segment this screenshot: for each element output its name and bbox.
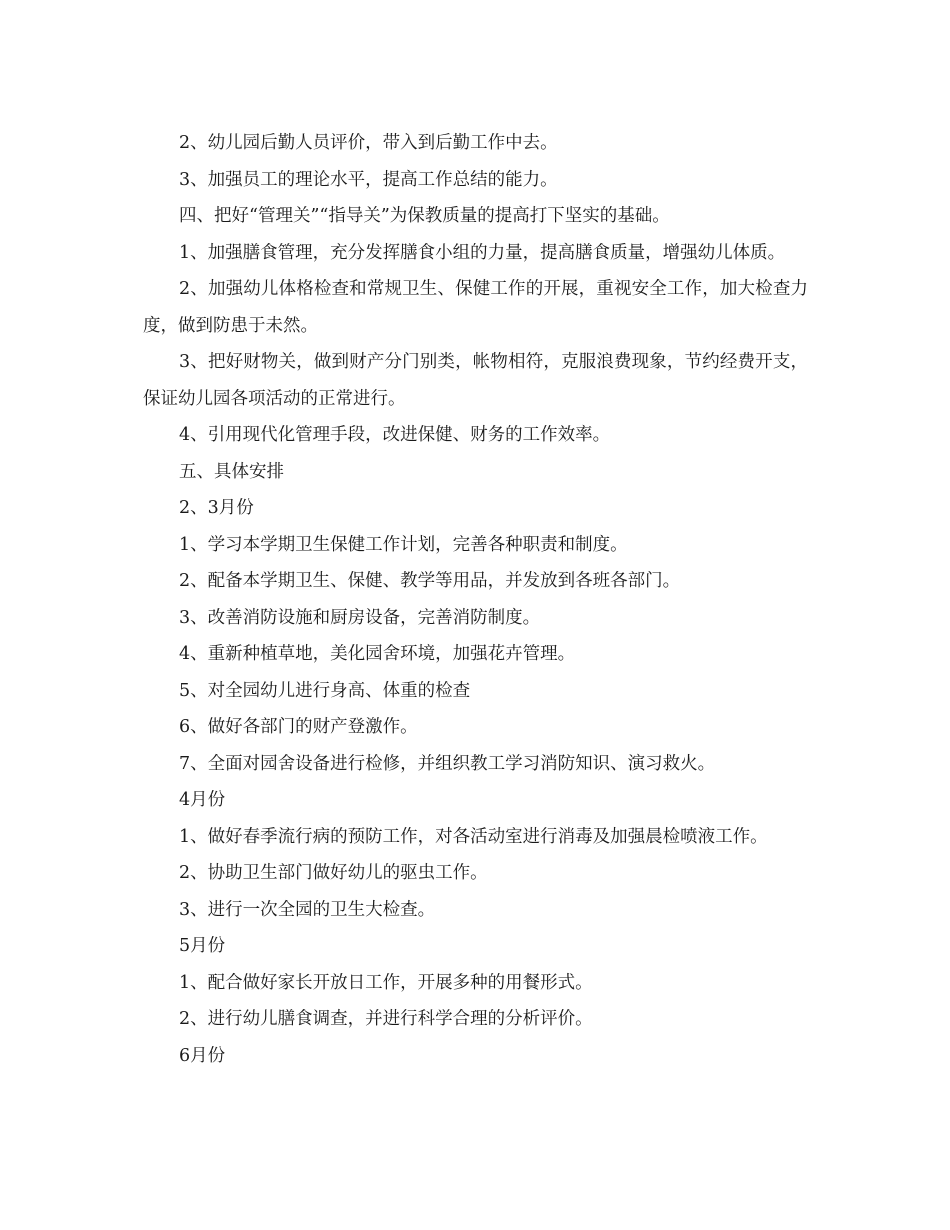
paragraph: 3、加强员工的理论水平，提高工作总结的能力。 [179,169,558,190]
paragraph: 3、把好财物关，做到财产分门别类，帐物相符，克服浪费现象，节约经费开支，保证幼儿园各项活动的正常进行。 [143,352,808,409]
paragraph: 6、做好各部门的财产登激作。 [179,717,418,737]
document-body [143,125,808,1074]
section-heading: 四、把好“管理关”“指导关”为保教质量的提高打下坚实的基础。 [179,206,670,226]
month-heading: 5月份 [179,936,226,956]
paragraph: 7、全面对园舍设备进行检修，并组织教工学习消防知识、演习救火。 [179,753,716,774]
month-heading: 2、3月份 [179,498,254,518]
paragraph: 1、加强膳食管理，充分发挥膳食小组的力量，提高膳食质量，增强幼儿体质。 [179,242,786,263]
paragraph: 2、配备本学期卫生、保健、教学等用品，并发放到各班各部门。 [179,571,681,591]
paragraph: 4、重新种植草地，美化园舍环境，加强花卉管理。 [179,644,576,664]
paragraph: 5、对全园幼儿进行身高、体重的检查 [179,680,471,701]
paragraph: 3、进行一次全园的卫生大检查。 [179,899,436,920]
paragraph: 4、引用现代化管理手段，改进保健、财务的工作效率。 [179,425,611,445]
paragraph: 3、改善消防设施和厨房设备，完善消防制度。 [179,607,541,628]
paragraph: 1、做好春季流行病的预防工作，对各活动室进行消毒及加强晨检喷液工作。 [179,826,768,847]
section-heading: 五、具体安排 [179,461,284,482]
paragraph: 1、配合做好家长开放日工作，开展多种的用餐形式。 [179,972,593,993]
month-heading: 6月份 [179,1045,226,1066]
month-heading: 4月份 [179,790,226,810]
paragraph: 2、进行幼儿膳食调查，并进行科学合理的分析评价。 [179,1009,593,1029]
paragraph: 2、加强幼儿体格检查和常规卫生、保健工作的开展，重视安全工作，加大检查力度，做到防患于未然。 [143,279,808,336]
paragraph: 2、协助卫生部门做好幼儿的驱虫工作。 [179,863,488,883]
paragraph: 1、学习本学期卫生保健工作计划，完善各种职责和制度。 [179,534,628,555]
paragraph: 2、幼儿园后勤人员评价，带入到后勤工作中去。 [179,133,558,153]
